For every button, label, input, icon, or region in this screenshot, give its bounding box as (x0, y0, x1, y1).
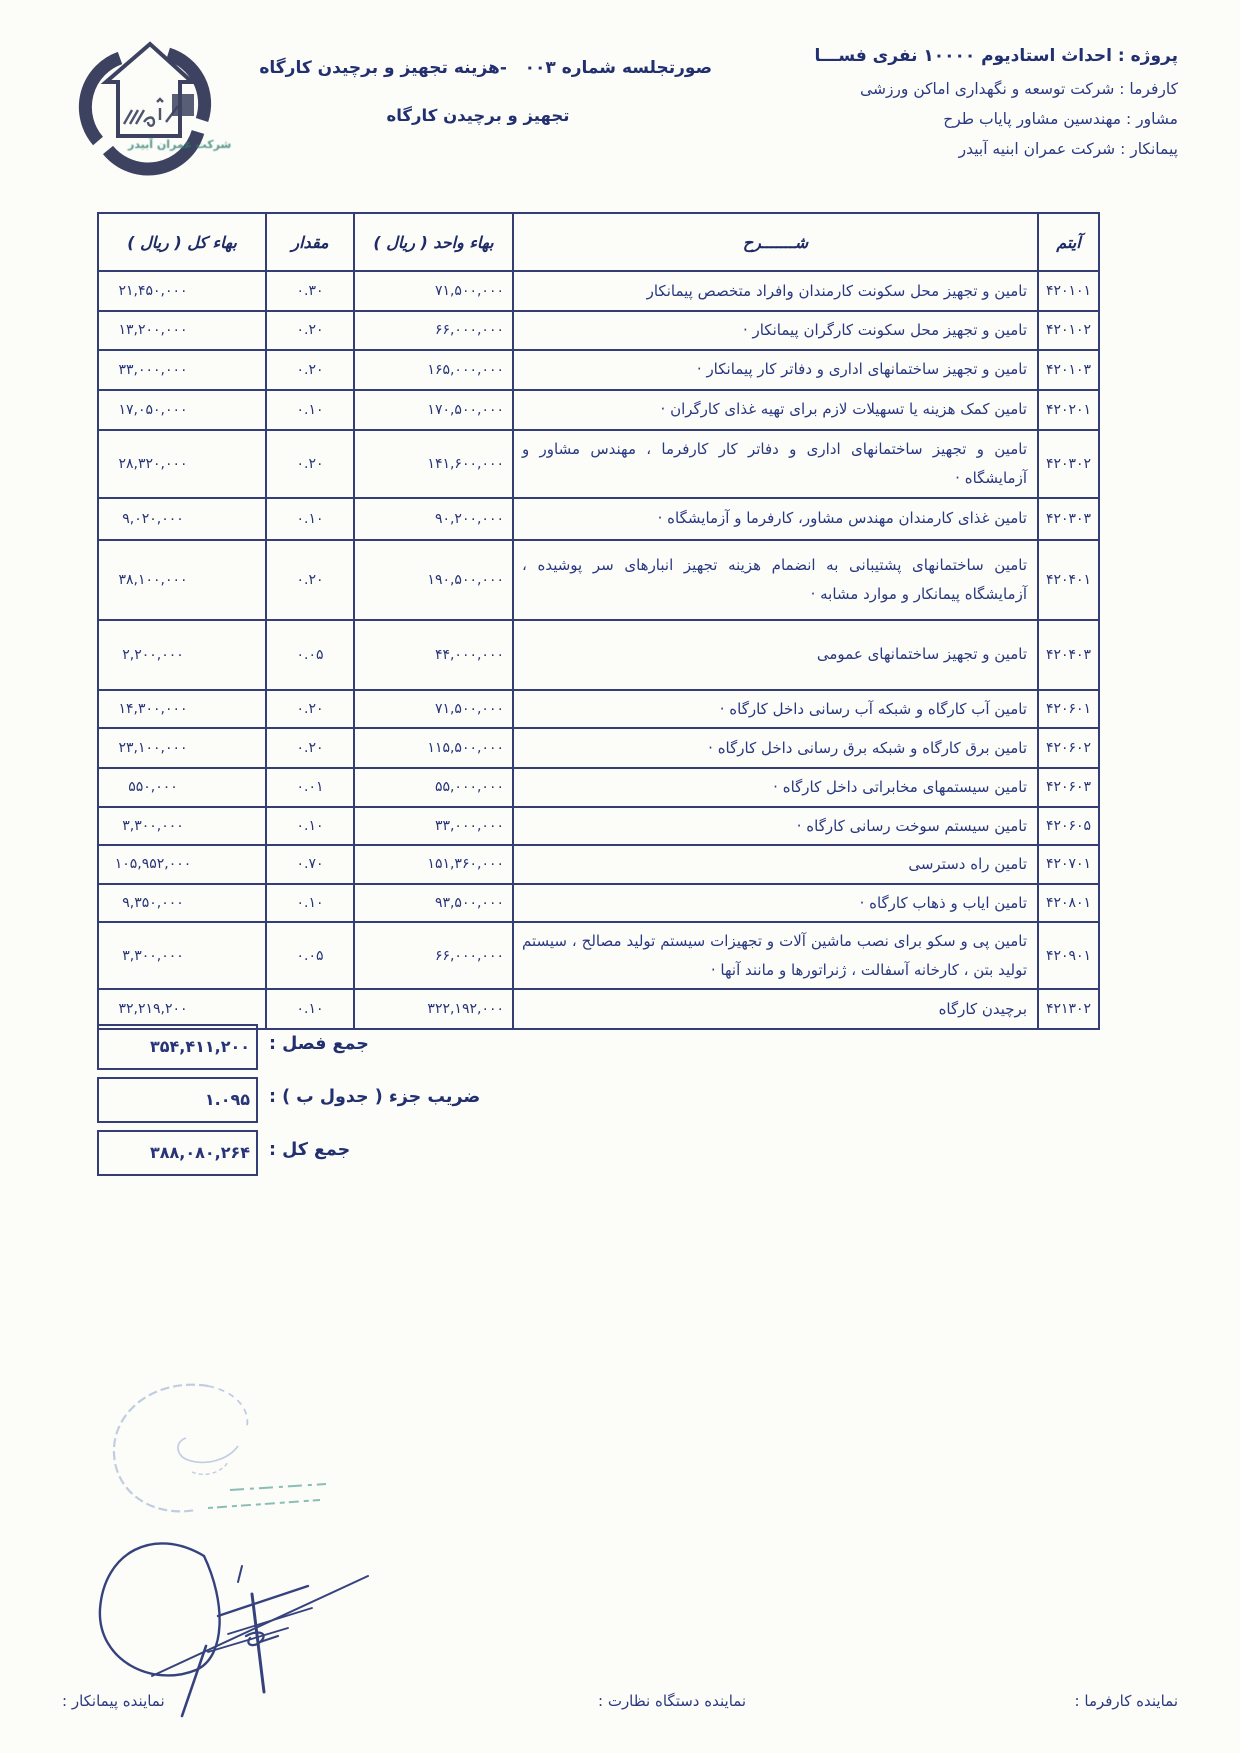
cell-total: ۱۳,۲۰۰,۰۰۰ (98, 311, 266, 350)
table-row (98, 989, 1099, 1029)
cell-item: ۴۲۰۲۰۱ (1038, 390, 1099, 430)
cell-desc: تامین ساختمانهای پشتیبانی به انضمام هزینه تجهیز انبارهای سر پوشیده ، آزمایشگاه پیمانکار و موارد مشابه · (513, 540, 1038, 620)
cell-total: ۲,۲۰۰,۰۰۰ (98, 620, 266, 690)
cell-total: ۲۳,۱۰۰,۰۰۰ (98, 728, 266, 768)
cell-qty: ۰.۱۰ (266, 390, 354, 430)
contractor-rep-label: نماینده پیمانکار : (62, 1692, 165, 1710)
cell-total: ۳۳,۰۰۰,۰۰۰ (98, 350, 266, 390)
cell-desc: برچیدن کارگاه (513, 989, 1038, 1029)
cell-item: ۴۲۰۶۰۲ (1038, 728, 1099, 768)
cell-item: ۴۲۰۶۰۱ (1038, 690, 1099, 729)
partial-factor-row (97, 1077, 657, 1123)
chapter-total-value: ۳۵۴,۴۱۱,۲۰۰ (97, 1024, 258, 1070)
cell-desc: تامین و تجهیز ساختمانهای عمومی (513, 620, 1038, 690)
cell-qty: ۰.۱۰ (266, 498, 354, 540)
col-header-item: آیتم (1038, 213, 1099, 271)
table-row (98, 540, 1099, 620)
supervision-rep-label: نماینده دستگاه نظارت : (598, 1692, 747, 1710)
cell-unit: ۷۱,۵۰۰,۰۰۰ (354, 271, 513, 311)
table-row (98, 498, 1099, 540)
cell-desc: تامین کمک هزینه یا تسهیلات لازم برای تهیه غذای کارگران · (513, 390, 1038, 430)
stamp-mark (88, 1368, 348, 1538)
cell-unit: ۱۶۵,۰۰۰,۰۰۰ (354, 350, 513, 390)
cell-unit: ۵۵,۰۰۰,۰۰۰ (354, 768, 513, 807)
grand-total-label: جمع کل : (269, 1140, 351, 1160)
cell-qty: ۰.۲۰ (266, 540, 354, 620)
cell-item: ۴۲۰۴۰۳ (1038, 620, 1099, 690)
table-row (98, 728, 1099, 768)
table-row (98, 922, 1099, 989)
cell-total: ۹,۰۲۰,۰۰۰ (98, 498, 266, 540)
cell-qty: ۰.۰۵ (266, 922, 354, 989)
cell-desc: تامین پی و سکو برای نصب ماشین آلات و تجهیزات سیستم تولید مصالح ، سیستم تولید بتن ، کارخانه آسفالت ، ژنراتورها و مانند آنها · (513, 922, 1038, 989)
cell-total: ۳,۳۰۰,۰۰۰ (98, 807, 266, 846)
col-header-total-price: بهاء کل ( ریال ) (98, 213, 266, 271)
cell-desc: تامین و تجهیز محل سکونت کارگران پیمانکار · (513, 311, 1038, 350)
table-row (98, 845, 1099, 884)
grand-total-row (97, 1130, 657, 1176)
cell-total: ۲۱,۴۵۰,۰۰۰ (98, 271, 266, 311)
header-info-block (815, 46, 1178, 170)
cell-item: ۴۲۰۱۰۳ (1038, 350, 1099, 390)
table-row (98, 350, 1099, 390)
cell-qty: ۰.۰۵ (266, 620, 354, 690)
client-rep-label: نماینده کارفرما : (1074, 1692, 1178, 1710)
cell-desc: تامین سیستم سوخت رسانی کارگاه · (513, 807, 1038, 846)
cell-unit: ۹۳,۵۰۰,۰۰۰ (354, 884, 513, 923)
cell-total: ۹,۳۵۰,۰۰۰ (98, 884, 266, 923)
cell-unit: ۴۴,۰۰۰,۰۰۰ (354, 620, 513, 690)
cell-item: ۴۲۰۶۰۳ (1038, 768, 1099, 807)
partial-factor-label: ضریب جزء ( جدول ب ) : (269, 1087, 481, 1107)
cell-total: ۱۰۵,۹۵۲,۰۰۰ (98, 845, 266, 884)
cell-unit: ۱۷۰,۵۰۰,۰۰۰ (354, 390, 513, 430)
client-line: کارفرما : شرکت توسعه و نگهداری اماکن ورزشی (860, 80, 1178, 98)
minutes-title-block (259, 58, 712, 125)
col-header-quantity: مقدار (266, 213, 354, 271)
cell-qty: ۰.۲۰ (266, 311, 354, 350)
cell-total: ۱۷,۰۵۰,۰۰۰ (98, 390, 266, 430)
cell-total: ۲۸,۳۲۰,۰۰۰ (98, 430, 266, 498)
table-row (98, 807, 1099, 846)
table-row (98, 311, 1099, 350)
partial-factor-value: ۱.۰۹۵ (97, 1077, 258, 1123)
logo-caption: شرکت عمران آبیدر (128, 138, 232, 151)
table-row (98, 690, 1099, 729)
table-row (98, 620, 1099, 690)
cell-desc: تامین راه دسترسی (513, 845, 1038, 884)
cell-qty: ۰.۱۰ (266, 989, 354, 1029)
cell-desc: تامین برق کارگاه و شبکه برق رسانی داخل کارگاه · (513, 728, 1038, 768)
summary-block (97, 1024, 657, 1183)
cell-total: ۳,۳۰۰,۰۰۰ (98, 922, 266, 989)
cell-total: ۳۸,۱۰۰,۰۰۰ (98, 540, 266, 620)
chapter-total-row (97, 1024, 657, 1070)
cell-qty: ۰.۳۰ (266, 271, 354, 311)
cell-item: ۴۲۰۹۰۱ (1038, 922, 1099, 989)
cell-qty: ۰.۰۱ (266, 768, 354, 807)
cell-qty: ۰.۲۰ (266, 350, 354, 390)
cell-desc: تامین و تجهیز ساختمانهای اداری و دفاتر کار کارفرما ، مهندس مشاور و آزمایشگاه · (513, 430, 1038, 498)
cell-unit: ۱۵۱,۳۶۰,۰۰۰ (354, 845, 513, 884)
minutes-title: صورتجلسه شماره ۰۰۳ -هزینه تجهیز و برچیدن کارگاه (259, 58, 712, 78)
cell-item: ۴۲۰۴۰۱ (1038, 540, 1099, 620)
table-row (98, 390, 1099, 430)
cell-item: ۴۲۰۳۰۳ (1038, 498, 1099, 540)
cell-total: ۳۲,۲۱۹,۲۰۰ (98, 989, 266, 1029)
cell-unit: ۶۶,۰۰۰,۰۰۰ (354, 311, 513, 350)
cell-desc: تامین و تجهیز محل سکونت کارمندان وافراد متخصص پیمانکار (513, 271, 1038, 311)
cell-qty: ۰.۷۰ (266, 845, 354, 884)
col-header-unit-price: بهاء واحد ( ریال ) (354, 213, 513, 271)
cell-item: ۴۲۰۳۰۲ (1038, 430, 1099, 498)
cell-unit: ۳۲۲,۱۹۲,۰۰۰ (354, 989, 513, 1029)
chapter-total-label: جمع فصل : (269, 1034, 369, 1054)
cell-unit: ۹۰,۲۰۰,۰۰۰ (354, 498, 513, 540)
company-logo-emblem (60, 36, 240, 178)
table-row (98, 884, 1099, 923)
cell-item: ۴۲۰۱۰۲ (1038, 311, 1099, 350)
cell-desc: تامین آب کارگاه و شبکه آب رسانی داخل کارگاه · (513, 690, 1038, 729)
cell-unit: ۱۹۰,۵۰۰,۰۰۰ (354, 540, 513, 620)
table-row (98, 430, 1099, 498)
grand-total-value: ۳۸۸,۰۸۰,۲۶۴ (97, 1130, 258, 1176)
cell-item: ۴۲۰۶۰۵ (1038, 807, 1099, 846)
table-row (98, 768, 1099, 807)
cell-item: ۴۲۰۷۰۱ (1038, 845, 1099, 884)
cost-table-body (98, 271, 1099, 1029)
cell-unit: ۱۱۵,۵۰۰,۰۰۰ (354, 728, 513, 768)
cell-desc: تامین ایاب و ذهاب کارگاه · (513, 884, 1038, 923)
cell-desc: تامین سیستمهای مخابراتی داخل کارگاه · (513, 768, 1038, 807)
cell-item: ۴۲۰۸۰۱ (1038, 884, 1099, 923)
col-header-description: شـــــــرح (513, 213, 1038, 271)
cell-item: ۴۲۰۱۰۱ (1038, 271, 1099, 311)
table-row (98, 271, 1099, 311)
cell-unit: ۳۳,۰۰۰,۰۰۰ (354, 807, 513, 846)
cell-qty: ۰.۲۰ (266, 430, 354, 498)
cell-qty: ۰.۱۰ (266, 884, 354, 923)
project-line: پروژه : احداث استادیوم ۱۰۰۰۰ نفری فســـا (814, 46, 1178, 66)
minutes-subtitle: تجهیز و برچیدن کارگاه (386, 106, 570, 125)
company-logo (60, 36, 240, 178)
cell-desc: تامین و تجهیز ساختمانهای اداری و دفاتر کار پیمانکار · (513, 350, 1038, 390)
cell-qty: ۰.۲۰ (266, 690, 354, 729)
cell-item: ۴۲۱۳۰۲ (1038, 989, 1099, 1029)
cell-total: ۱۴,۳۰۰,۰۰۰ (98, 690, 266, 729)
cell-unit: ۱۴۱,۶۰۰,۰۰۰ (354, 430, 513, 498)
table-header-row (98, 213, 1099, 271)
cell-desc: تامین غذای کارمندان مهندس مشاور، کارفرما و آزمایشگاه · (513, 498, 1038, 540)
cost-table (97, 212, 1100, 1030)
consultant-line: مشاور : مهندسین مشاور پایاب طرح (943, 110, 1178, 128)
cell-qty: ۰.۲۰ (266, 728, 354, 768)
cell-unit: ۶۶,۰۰۰,۰۰۰ (354, 922, 513, 989)
cell-qty: ۰.۱۰ (266, 807, 354, 846)
cell-total: ۵۵۰,۰۰۰ (98, 768, 266, 807)
contractor-line: پیمانکار : شرکت عمران ابنیه آبیدر (958, 140, 1178, 158)
cell-unit: ۷۱,۵۰۰,۰۰۰ (354, 690, 513, 729)
